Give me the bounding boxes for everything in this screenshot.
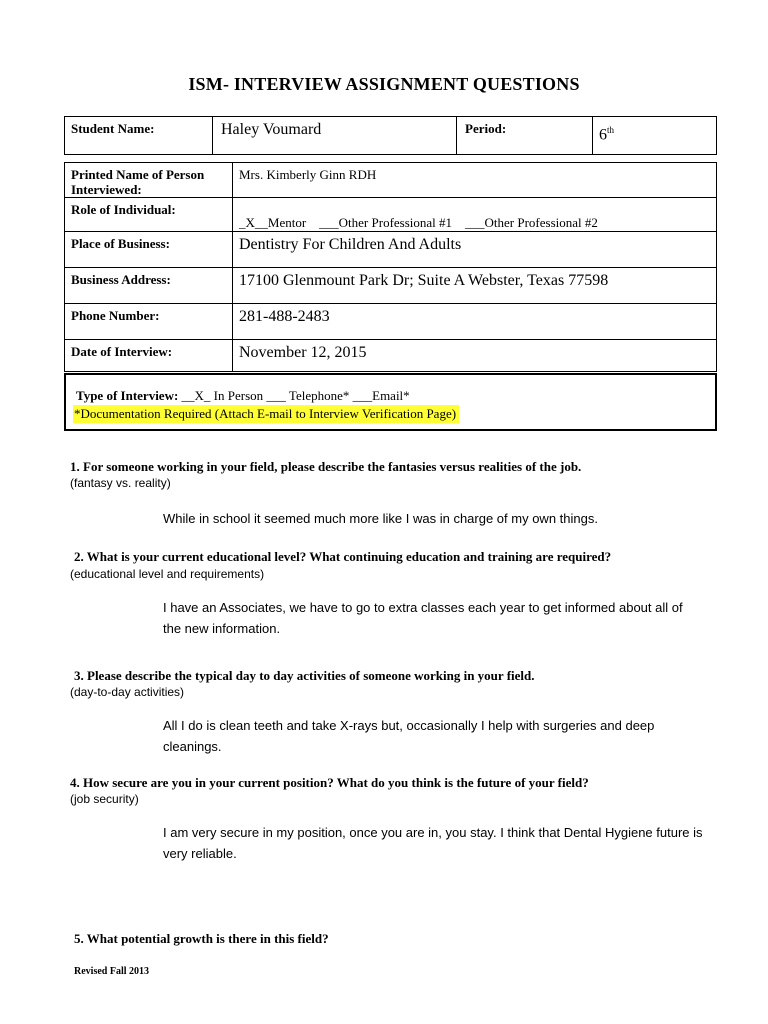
interview-type-options: __X_ In Person ___ Telephone* ___Email* bbox=[178, 388, 410, 403]
period-number: 6 bbox=[599, 126, 607, 144]
student-name-value: Haley Voumard bbox=[213, 117, 457, 155]
question-2-sub: (educational level and requirements) bbox=[70, 567, 265, 581]
question-4: 4. How secure are you in your current position? What do you think is the future of your field? bbox=[70, 775, 589, 790]
place-label: Place of Business: bbox=[65, 232, 233, 268]
role-value bbox=[233, 198, 717, 232]
question-1-sub: (fantasy vs. reality) bbox=[70, 476, 171, 490]
documentation-note: *Documentation Required (Attach E-mail to Interview Verification Page) bbox=[73, 405, 459, 423]
printed-name-label-line1: Printed Name of Person bbox=[71, 167, 205, 182]
period-suffix: th bbox=[607, 125, 615, 135]
interview-type-line bbox=[76, 388, 410, 404]
interview-type-label: Type of Interview: bbox=[76, 388, 179, 403]
question-5: 5. What potential growth is there in this field? bbox=[74, 931, 329, 946]
answer-4: I am very secure in my position, once you are in, you stay. I think that Dental Hygiene future is very reliable. bbox=[163, 825, 703, 861]
answer-2: I have an Associates, we have to go to extra classes each year to get informed about all of the new information. bbox=[163, 600, 683, 636]
phone-label: Phone Number: bbox=[65, 304, 233, 340]
role-options: _X__Mentor ___Other Professional #1 ___Other Professional #2 bbox=[239, 215, 598, 230]
period-value bbox=[593, 117, 717, 155]
question-4-sub: (job security) bbox=[70, 792, 139, 806]
date-label: Date of Interview: bbox=[65, 340, 233, 372]
printed-name-value: Mrs. Kimberly Ginn RDH bbox=[233, 163, 717, 198]
date-value: November 12, 2015 bbox=[233, 340, 717, 372]
printed-name-label bbox=[65, 163, 233, 198]
question-2: 2. What is your current educational level? What continuing education and training are required? bbox=[74, 549, 612, 564]
place-value: Dentistry For Children And Adults bbox=[233, 232, 717, 268]
student-table bbox=[64, 116, 717, 155]
student-name-label: Student Name: bbox=[65, 117, 213, 155]
role-label: Role of Individual: bbox=[65, 198, 233, 232]
question-3-sub: (day-to-day activities) bbox=[70, 685, 185, 699]
page-title: ISM- INTERVIEW ASSIGNMENT QUESTIONS bbox=[188, 74, 580, 94]
details-table bbox=[64, 162, 717, 372]
address-value: 17100 Glenmount Park Dr; Suite A Webster, Texas 77598 bbox=[233, 268, 717, 304]
phone-value: 281-488-2483 bbox=[233, 304, 717, 340]
period-label: Period: bbox=[457, 117, 593, 155]
printed-name-label-line2: Interviewed: bbox=[71, 182, 142, 197]
answer-3: All I do is clean teeth and take X-rays but, occasionally I help with surgeries and deep cleanings. bbox=[163, 718, 655, 754]
address-label: Business Address: bbox=[65, 268, 233, 304]
question-3: 3. Please describe the typical day to day activities of someone working in your field. bbox=[74, 668, 535, 683]
footer-revision: Revised Fall 2013 bbox=[74, 966, 149, 977]
answer-1: While in school it seemed much more like I was in charge of my own things. bbox=[163, 511, 598, 526]
question-1: 1. For someone working in your field, please describe the fantasies versus realities of the job. bbox=[70, 459, 582, 474]
